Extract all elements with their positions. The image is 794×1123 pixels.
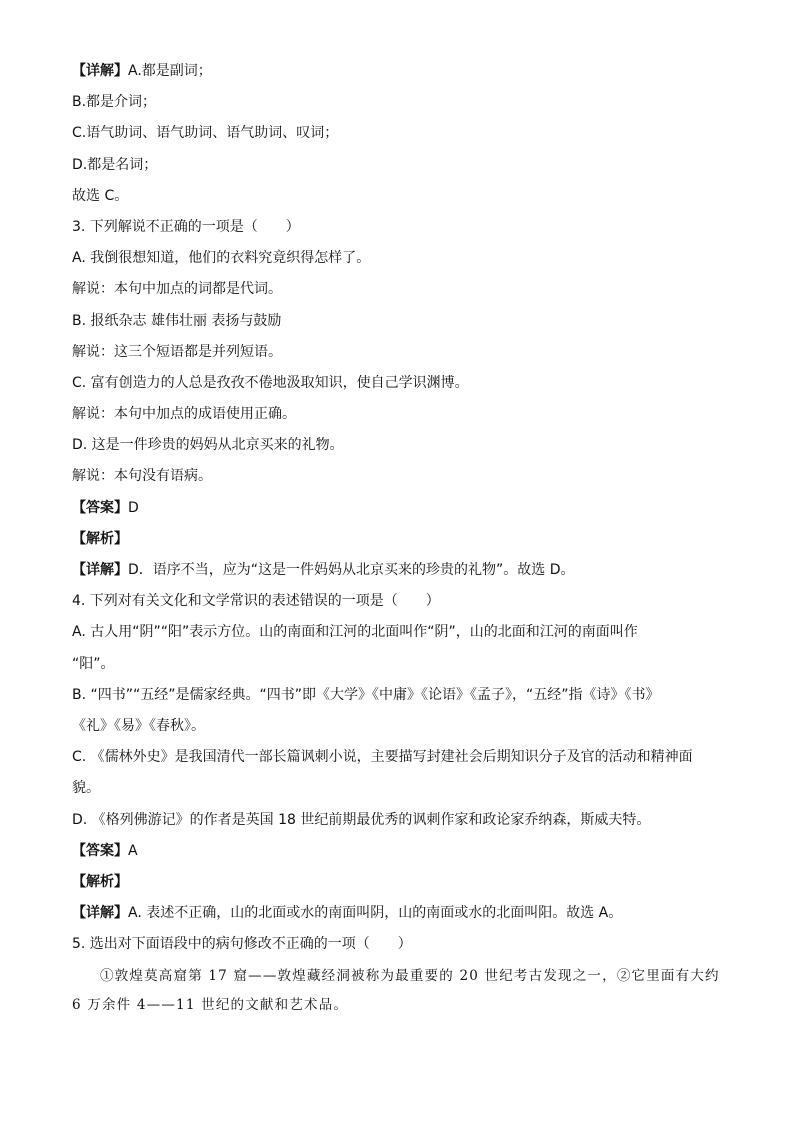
line-text: 5. 选出对下面语段中的病句修改不正确的一项（ ）	[72, 936, 412, 953]
text-line	[72, 586, 732, 617]
line-text: 解说：本句中加点的词都是代词。	[72, 281, 282, 298]
line-text: C. 《儒林外史》是我国清代一部长篇讽刺小说，主要描写封建社会后期知识分子及官的活动和精神面	[72, 749, 693, 766]
text-line	[72, 461, 732, 492]
section-tag: 【详解】	[72, 562, 128, 578]
line-text: A	[128, 842, 138, 859]
line-text: D. 《格列佛游记》的作者是英国 18 世纪前期最优秀的讽刺作家和政论家乔纳森，斯威夫特。	[72, 811, 651, 828]
text-line	[72, 867, 732, 898]
line-text: 《礼》《易》《春秋》。	[72, 717, 205, 734]
document-body	[72, 56, 732, 960]
line-text: 4. 下列对有关文化和文学常识的表述错误的一项是（ ）	[72, 593, 440, 610]
line-text: B.都是介词；	[72, 94, 157, 111]
line-text: “阳”。	[72, 655, 115, 672]
text-line	[72, 524, 732, 555]
line-text: A. 我倒很想知道，他们的衣料究竟织得怎样了。	[72, 250, 371, 267]
line-text: 解说：本句没有语病。	[72, 468, 212, 485]
text-line	[72, 929, 732, 960]
section-tag: 【详解】	[72, 905, 128, 922]
line-text: D	[128, 499, 139, 516]
text-line	[72, 337, 732, 368]
line-text: D. 这是一件珍贵的妈妈从北京买来的礼物。	[72, 437, 344, 454]
text-line	[72, 87, 732, 118]
text-line	[72, 805, 732, 836]
text-line	[72, 274, 732, 305]
text-line	[72, 742, 732, 773]
line-text: 解说：这三个短语都是并列短语。	[72, 343, 282, 360]
line-text: B. “四书”“五经”是儒家经典。“四书”即《大学》《中庸》《论语》《孟子》，“五经”指《诗》《书》	[72, 686, 660, 703]
text-line	[72, 555, 732, 586]
text-line	[72, 680, 732, 711]
line-text: B. 报纸杂志 雄伟壮丽 表扬与鼓励	[72, 312, 282, 329]
line-text: 貌。	[72, 780, 100, 797]
text-line	[72, 711, 732, 742]
text-line	[72, 56, 732, 87]
section-tag: 【解析】	[72, 530, 128, 547]
line-text: A. 古人用“阴”“阳”表示方位。山的南面和江河的北面叫作“阴”，山的北面和江河的南面叫作	[72, 624, 638, 641]
text-line	[72, 118, 732, 149]
section-tag: 【答案】	[72, 499, 128, 516]
line-text: C. 富有创造力的人总是孜孜不倦地汲取知识，使自己学识渊博。	[72, 374, 469, 391]
line-text: 3. 下列解说不正确的一项是（ ）	[72, 218, 300, 235]
document-page	[72, 56, 732, 1020]
text-line	[72, 243, 732, 274]
text-line	[72, 773, 732, 804]
text-line	[72, 399, 732, 430]
text-line	[72, 368, 732, 399]
section-tag: 【答案】	[72, 842, 128, 859]
text-line	[72, 649, 732, 680]
text-line	[72, 306, 732, 337]
text-line	[72, 617, 732, 648]
line-text: A. 表述不正确，山的北面或水的南面叫阴，山的南面或水的北面叫阳。故选 A。	[128, 905, 623, 922]
text-line	[72, 493, 732, 524]
line-text: 故选 C。	[72, 187, 129, 204]
line-text: 解说：本句中加点的成语使用正确。	[72, 406, 296, 423]
line-text: C.语气助词、语气助词、语气助词、叹词；	[72, 125, 339, 142]
text-line	[72, 212, 732, 243]
text-line	[72, 150, 732, 181]
text-line	[72, 898, 732, 929]
text-line	[72, 181, 732, 212]
text-line	[72, 430, 732, 461]
text-line	[72, 836, 732, 867]
line-text: D.都是名词；	[72, 156, 158, 173]
section-tag: 【详解】	[72, 63, 128, 79]
line-text: D．语序不当，应为“这是一件妈妈从北京买来的珍贵的礼物”。故选 D。	[128, 562, 575, 578]
quoted-passage: ①敦煌莫高窟第 17 窟——敦煌藏经洞被称为最重要的 20 世纪考古发现之一，②它里面有大约 6 万余件 4——11 世纪的文献和艺术品。	[72, 968, 720, 1014]
line-text: A.都是副词；	[128, 63, 212, 79]
section-tag: 【解析】	[72, 873, 128, 890]
